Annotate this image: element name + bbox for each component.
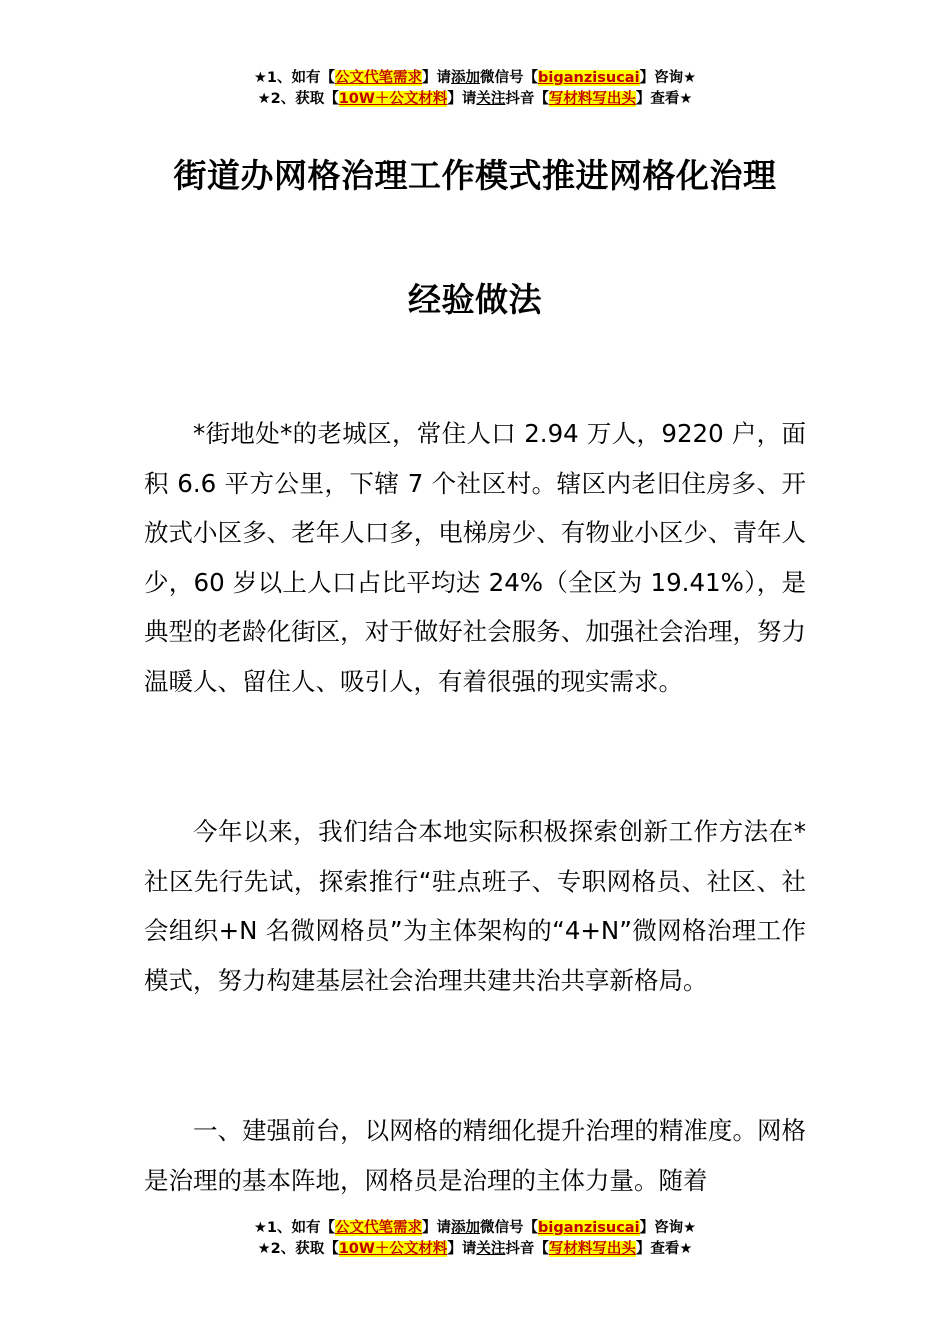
promo-line-1: [0, 1218, 950, 1239]
promo-text: 抖音【: [505, 91, 549, 107]
promo-text: 】查看★: [635, 91, 693, 107]
promo-text: ★2、获取【: [257, 1241, 339, 1257]
promo-text: 抖音【: [505, 1241, 549, 1257]
promo-highlight: 写材料写出头: [548, 91, 636, 107]
promo-highlight: biganzisucai: [538, 1220, 640, 1236]
promo-text: 微信号【: [480, 1220, 539, 1236]
document-title-line-2: 经验做法: [408, 280, 542, 319]
promo-text: 】请: [447, 91, 477, 107]
promo-highlight: 10W＋公文材料: [338, 91, 448, 107]
promo-underlined-text: 添加: [451, 70, 481, 86]
promo-highlight: 10W＋公文材料: [338, 1241, 448, 1257]
header-promo-banner: [0, 68, 950, 110]
promo-text: 】请: [422, 70, 452, 86]
promo-highlight: 公文代笔需求: [335, 70, 423, 86]
promo-text: 】请: [447, 1241, 477, 1257]
paragraph-text: *街地处*的老城区，常住人口 2.94 万人，9220 户，面积 6.6 平方公里，下辖 7 个社区村。辖区内老旧住房多、开放式小区多、老年人口多，电梯房少、有物业小区少、青年人少，60 岁以上人口占比平均达 24%（全区为 19.41%），是典型的老龄化街区，对于做好社会服务、加强社会治理，努力温暖人、留住人、吸引人，有着很强的现实需求。: [144, 419, 806, 696]
promo-text: 】查看★: [635, 1241, 693, 1257]
promo-text: ★1、如有【: [253, 1220, 336, 1236]
document-title-line-1: 街道办网格治理工作模式推进网格化治理: [173, 156, 777, 195]
footer-promo-banner: [0, 1218, 950, 1260]
promo-underlined-text: 关注: [476, 1241, 506, 1257]
body-paragraph-1: [144, 409, 806, 706]
promo-text: 】咨询★: [639, 1220, 697, 1236]
body-paragraph-3: [144, 1106, 806, 1205]
promo-text: 】请: [422, 1220, 452, 1236]
promo-text: ★1、如有【: [253, 70, 336, 86]
promo-highlight: biganzisucai: [538, 70, 640, 86]
paragraph-text: 今年以来，我们结合本地实际积极探索创新工作方法在*社区先行先试，探索推行“驻点班子、专职网格员、社区、社会组织+N 名微网格员”为主体架构的“4+N”微网格治理工作模式，努力构建基层社会治理共建共治共享新格局。: [144, 817, 806, 995]
paragraph-text: 一、建强前台，以网格的精细化提升治理的精准度。网格是治理的基本阵地，网格员是治理的主体力量。随着: [144, 1116, 806, 1195]
promo-text: 微信号【: [480, 70, 539, 86]
promo-highlight: 写材料写出头: [548, 1241, 636, 1257]
promo-underlined-text: 关注: [476, 91, 506, 107]
promo-text: ★2、获取【: [257, 91, 339, 107]
promo-line-2: [0, 1239, 950, 1260]
promo-line-2: [0, 89, 950, 110]
promo-highlight: 公文代笔需求: [335, 1220, 423, 1236]
promo-underlined-text: 添加: [451, 1220, 481, 1236]
promo-text: 】咨询★: [639, 70, 697, 86]
body-paragraph-2: [144, 807, 806, 1005]
promo-line-1: [0, 68, 950, 89]
